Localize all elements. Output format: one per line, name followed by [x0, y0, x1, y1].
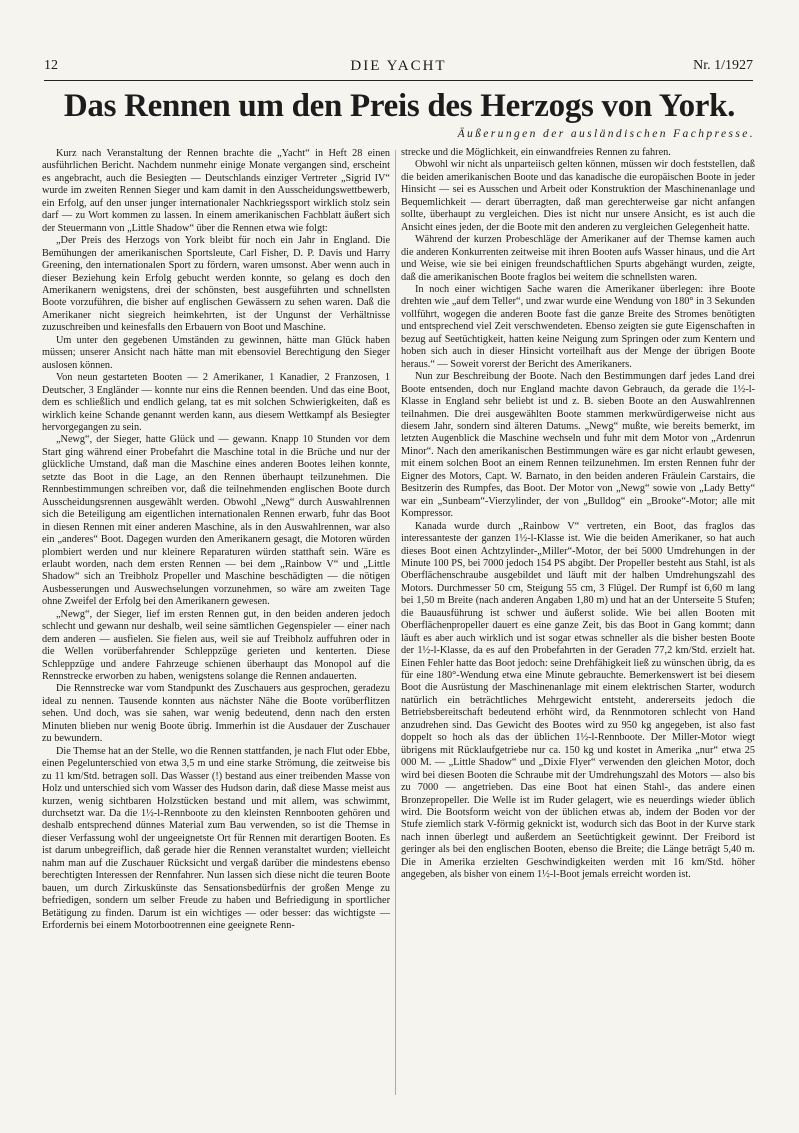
header-rule [44, 80, 753, 81]
paragraph: Die Themse hat an der Stelle, wo die Rennen stattfanden, je nach Flut oder Ebbe, einen Pegelunterschied von etwa 3,5 m und eine starke Strömung, die zeitweise bis zu 11 km/Std. betragen soll. Das Wasser (!) bestand aus einer treibenden Masse von Holz und unterschied sich vom Wasser des Hudson darin, daß diese Masse meist aus kurzen, wenig sichtbaren Holzstücken bestand und mit allem, was schwimmt, durchsetzt war. Da die 1½-l-Rennboote zu den kleinsten Rennbooten gehören und deshalb entsprechend dünnes Material zum Bau verwenden, so ist die Themse in dieser Verfassung wohl der ungeeignetste Ort für Rennen mit derartigen Booten. Es ist darum unbegreiflich, daß gerade hier die Rennen veranstaltet wurden; vielleicht nahm man auf die Zuschauer Rücksicht und vergaß darüber die mindestens ebenso berechtigten Interessen der Rennfahrer. Nun lassen sich diese nicht die teuren Boote bauen, um durch Zirkuskünste das Sensationsbedürfnis der großen Menge zu befriedigen, sondern um selber Freude zu haben und Befriedigung in sportlicher Betätigung zu finden. Darum ist ein wichtiges — oder besser: das wichtigste — Erfordernis bei einem Motorbootrennen eine geeignete Renn- [42, 745, 390, 932]
paragraph: Von neun gestarteten Booten — 2 Amerikaner, 1 Kanadier, 2 Franzosen, 1 Deutscher, 3 Engländer — konnte nur eins die Rennen beenden. Und das eine Boot, dem es schließlich und endlich gelang, tat es mit solchen Schwierigkeiten, daß es wirklich keine Schande genannt werden kann, aus diesem Wettkampf als Besiegter hervorgegangen zu sein. [42, 372, 390, 433]
paragraph: „Newg“, der Sieger, lief im ersten Rennen gut, in den beiden anderen jedoch schlecht und gewann nur deshalb, weil seine sämtlichen Gegenspieler — einer nach dem anderen — ausfielen. Sie fielen aus, weil sie auf Treibholz auffuhren oder in die Wellen vorüberfahrender Schleppzüge gerieten und kenterten. Diese Schleppzüge und andere Fahrzeuge schienen überhaupt das Monopol auf die Rennstrecke erworben zu haben, wenigstens solange die Rennen andauerten. [42, 608, 390, 683]
paragraph: „Der Preis des Herzogs von York bleibt für noch ein Jahr in England. Die Bemühungen der amerikanischen Sportsleute, Carl Fisher, D. P. Davis und Harry Greening, den internationalen Sport zu fördern, waren umsonst. Aber wenn auch in dieser Beziehung kein Erfolg gebucht werden konnte, so gelang es doch den Amerikanern wenigstens, drei der schönsten, best ausgeführten und schnellsten Boote vorzuführen, die bisher auf englischen Gewässern zu sehen waren. Daß die Amerikaner nicht siegreich heimkehrten, ist der Ungunst der Verhältnisse zuzuschreiben und keinesfalls den Erbauern von Boot und Maschine. [42, 235, 390, 334]
paragraph: In noch einer wichtigen Sache waren die Amerikaner überlegen: ihre Boote drehten wie „auf dem Teller“, und zwar wurde eine Wendung von 180° in 3 Sekunden vollführt, wogegen die anderen Boote fast die ganze Breite des Stromes benötigten und entsprechend viel Zeit verschwendeten. Ebenso zeigten sie gute Eigenschaften in bezug auf Seetüchtigkeit, hatten keine Neigung zum Springen oder zum Kentern und hoben sich auch in dieser Hinsicht vorteilhaft aus der Menge der übrigen Boote heraus.“ — Soweit vorerst der Bericht des Amerikaners. [401, 283, 755, 370]
column-divider [395, 150, 396, 1095]
left-column [42, 148, 390, 1098]
paragraph: Um unter den gegebenen Umständen zu gewinnen, hätte man Glück haben müssen; unserer Ansicht nach hätte man mit ebensoviel Berechtigung den Sieger auslosen können. [42, 334, 390, 371]
right-column [401, 147, 755, 1097]
paragraph: Kurz nach Veranstaltung der Rennen brachte die „Yacht“ in Heft 28 einen ausführlichen Bericht. Nachdem nunmehr einige Monate vergangen sind, erscheint es angebracht, auch die Besiegten — Deutschlands einziger Vertreter „Sigrid IV“ wurde im zweiten Rennen Sieger und kam damit in den Ausscheidungswettbewerb, ein Erfolg, auf den unser junger internationaler Nachkriegssport wirklich stolz sein darf — zu Wort kommen zu lassen. In einem amerikanischen Fachblatt äußert sich der Steuermann von „Little Shadow“ über die Rennen etwa wie folgt: [42, 148, 390, 234]
page-header [44, 58, 753, 78]
paragraph: Kanada wurde durch „Rainbow V“ vertreten, ein Boot, das fraglos das interessanteste der ganzen 1½-l-Klasse ist. Wie die beiden Amerikaner, so hat auch dieses Boot einen Achtzylinder-„Miller“-Motor, der bei 5000 Umdrehungen in der Minute 100 PS, bei 7000 jedoch 154 PS abgibt. Der Propeller besteht aus Stahl, ist als Oberflächenschraube ausgebildet und läuft mit der halben Umdrehungszahl des Motors. Durchmesser 50 cm, Steigung 55 cm, 3 Flügel. Der Rumpf ist 6,60 m lang bei 1,50 m Breite (nach anderen Angaben 1,80 m) und hat an der Unterseite 5 Stufen; die Bauausführung ist schwer und äußerst solide. Wie bei allen Booten mit Oberflächenpropeller dauert es eine ganze Zeit, bis das Boot in Gang kommt; dann läuft es aber auch wirklich und ist sogar etwas schneller als die bisher besten Boote der 1½-l-Klasse, da es auf den Probefahrten in der Geraden 77,2 km/Std. erzielt hat. Einen Fehler hatte das Boot jedoch: seine Drehfähigkeit ließ zu wünschen übrig, da es für eine 180°-Wendung etwa eine Minute gebrauchte. Bemerkenswert ist bei diesem Boot die Ausrüstung der Maschinenanlage mit einem elektrischen Starter, wodurch natürlich ein beträchtliches Mehrgewicht entsteht, andererseits jedoch die Betriebsbereitschaft bedeutend erhöht wird, da Rennmotoren schlecht von Hand anzudrehen sind. Das Gewicht des Bootes wird zu 950 kg angegeben, ist also fast doppelt so hoch als das der üblichen 1½-l-Rennboote. Der Miller-Motor wiegt übrigens mit Rücklaufgetriebe nur ca. 150 kg und kostet in Amerika „nur“ etwa 25 000 M. — „Little Shadow“ und „Dixie Flyer“ verwenden den gleichen Motor, doch wird bei diesen Booten die Schraube mit der Umdrehungszahl des Motors — also bis zu 7000 — angetrieben. Das eine Boot hat einen Stahl-, das andere einen Bronzepropeller. Die Welle ist im Ruder gelagert, wie es neuerdings wieder üblich wird. Die Bootsform weicht von der üblichen etwas ab, indem der Boden vor der Stufe ziemlich stark V-förmig geknickt ist, wodurch sich das Boot in der Kurve stark nach innen überlegt und außerdem an Seetüchtigkeit gewinnt. Der Freibord ist geringer als bei den englischen Booten, ebenso die Breite; die Länge beträgt 5,40 m. Die in Amerika erzielten Geschwindigkeiten werden mit 16 km/Std. höher angegeben, als bisher von einem 1½-l-Boot jemals erreicht worden ist. [401, 520, 755, 881]
paragraph: Obwohl wir nicht als unparteiisch gelten können, müssen wir doch feststellen, daß die beiden amerikanischen Boote und das kanadische die europäischen Boote in jeder Hinsicht — sei es Ausschen und Arbeit oder Konstruktion der Maschinenanlage und Bequemlichkeit — derart überragten, daß man gerechterweise gar nicht anfangen sollte, überhaupt zu vergleichen. Dies ist nicht nur unsere Ansicht, es ist auch die Ansicht eines jeden, der die Boote mit den anderen zu vergleichen Gelegenheit hatte. [401, 159, 755, 233]
paragraph: Nun zur Beschreibung der Boote. Nach den Bestimmungen darf jedes Land drei Boote entsenden, doch nur England machte davon Gebrauch, da gerade die 1½-l-Klasse in England sehr beliebt ist und z. B. sieben Boote an den Auswahlrennen teilnahmen. Die drei ausgewählten Boote stammen merkwürdigerweise nicht aus diesem Jahr, sondern sind älteren Datums. „Newg“ mußte, wie bereits bemerkt, im letzten Augenblick die Maschine wechseln und fuhr mit dem Motor von „Ardenrun Minor“. Nach den amerikanischen Bestimmungen wäre es gar nicht erlaubt gewesen, mit einem solchen Boot an einem Rennen teilzunehmen. Im ersten Rennen fuhr der Eigner des Motors, Capt. W. Barnato, in den beiden anderen Fräulein Carstairs, die Besitzerin des Rumpfes, das Boot. Der Motor von „Newg“ sowie von „Lady Betty“ war ein „Sunbeam“-Vierzylinder, der von „Bulldog“ ein „Brooke“-Motor; alle mit Kompressor. [401, 371, 755, 520]
paragraph: Während der kurzen Probeschläge der Amerikaner auf der Themse kamen auch die anderen Konkurrenten zeitweise mit ihren Booten aufs Wasser hinaus, und die Art und Weise, wie sie bei einigen freundschaftlichen Spurts abgehängt wurden, zeigte, daß die amerikanischen Boote fraglos bei weitem die schnellsten waren. [401, 234, 755, 283]
paragraph: strecke und die Möglichkeit, ein einwandfreies Rennen zu fahren. [401, 147, 671, 158]
paragraph: Die Rennstrecke war vom Standpunkt des Zuschauers aus gesprochen, geradezu ideal zu nennen. Tausende konnten aus nächster Nähe die Boote vorüberflitzen sehen. Und doch, was sie sahen, war wenig bedeutend, denn nach den ersten Minuten blieben nur wenig Boote übrig. Immerhin ist die Ausdauer der Zuschauer zu bewundern. [42, 683, 390, 745]
article-title: Das Rennen um den Preis des Herzogs von York. [63, 88, 736, 124]
issue-number: Nr. 1/1927 [693, 58, 753, 73]
magazine-title: DIE YACHT [350, 58, 447, 74]
article-subtitle: Äußerungen der ausländischen Fachpresse. [457, 128, 755, 140]
paragraph: „Newg“, der Sieger, hatte Glück und — gewann. Knapp 10 Stunden vor dem Start ging während einer Probefahrt die Maschine total in die Brüche und nur der glückliche Umstand, daß man die Maschine eines anderen Bootes leihen konnte, setzte das Boot in die Lage, an den Rennen überhaupt teilzunehmen. Die Rennbestimmungen schreiben vor, daß die teilnehmenden englischen Boote durch Ausscheidungsrennen ausgewählt werden. Obwohl „Newg“ durch Auswahlrennen sich die Beteiligung am eigentlichen internationalen Rennen erwarb, fuhr das Boot in diesen Rennen mit einer anderen Maschine, als in den Auswahlrennen, war also ein „anderes“ Boot. Dagegen wurden den Amerikanern gesagt, die Motoren würden plombiert werden und nur kleinere Reparaturen würden statthaft sein. Wäre es erlaubt worden, nach dem ersten Rennen — bei dem „Rainbow V“ und „Little Shadow“ sich an Treibholz Propeller und Maschine beschädigten — die nötigen Ausbesserungen und Auswechselungen vorzunehmen, so wäre am zweiten Tage ohne Zweifel der Erfolg bei den Amerikanern gewesen. [42, 434, 390, 608]
page-number: 12 [44, 58, 58, 73]
